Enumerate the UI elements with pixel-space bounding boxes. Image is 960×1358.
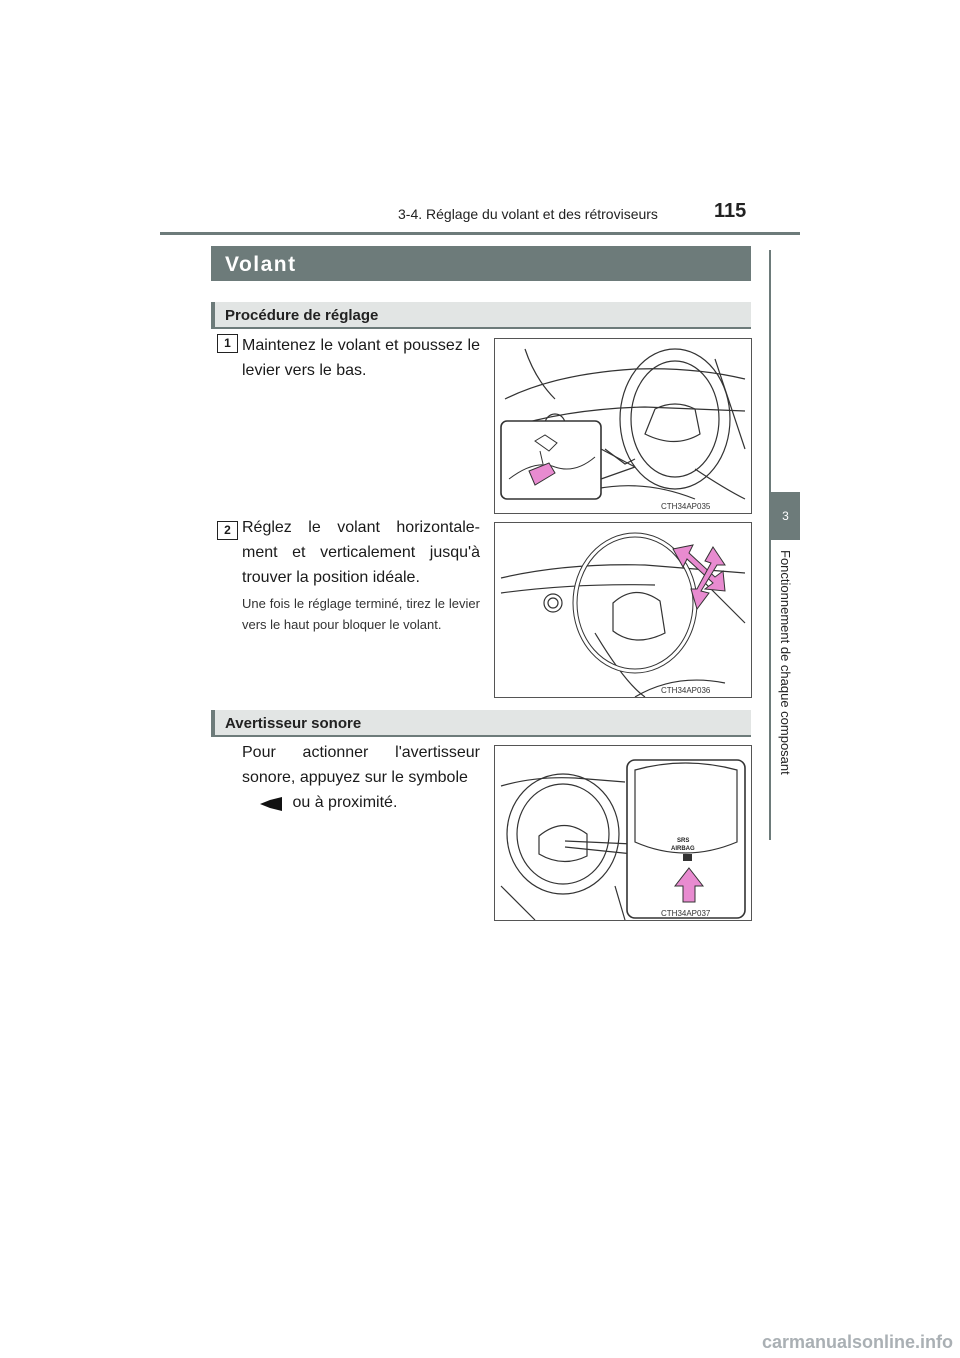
page-title: Volant [225, 253, 297, 276]
subheading-horn-text: Avertisseur sonore [225, 715, 362, 732]
chapter-title-text: Fonctionnement de chaque composant [778, 550, 793, 775]
footer-watermark: carmanualsonline.info [762, 1332, 954, 1352]
figure-lever-release-drawing [495, 339, 751, 513]
page-number: 115 [714, 200, 747, 222]
figure-horn-drawing [495, 746, 751, 920]
figure-wheel-adjust [494, 522, 752, 698]
figure-label-airbag: AIRBAG [671, 846, 695, 852]
figure-label-srs: SRS [677, 838, 690, 844]
horn-text [242, 740, 480, 815]
step-2-note: Une fois le réglage terminé, tirez le levier vers le haut pour bloquer le volant. [242, 596, 480, 632]
chapter-title [771, 550, 800, 810]
horn-symbol-mark [683, 854, 692, 861]
figure-lever-release [494, 338, 752, 514]
horn-text-before: Pour actionner l'avertisseur sonore, appuyez sur le symbole [242, 744, 480, 786]
chapter-tab: 3 [771, 492, 800, 540]
step-1-text: Maintenez le volant et poussez le levier vers le bas. [242, 337, 480, 379]
step-number-1: 1 [217, 334, 238, 353]
subheading-horn [211, 710, 751, 737]
figure-horn [494, 745, 752, 921]
figure-code-1: CTH34AP035 [661, 502, 711, 511]
figure-code-3: CTH34AP037 [661, 909, 711, 918]
horn-text-after: ou à proximité. [292, 794, 398, 811]
horn-icon [258, 795, 288, 811]
step-number-2: 2 [217, 521, 238, 540]
subheading-adjustment [211, 302, 751, 329]
subheading-adjustment-text: Procédure de réglage [225, 307, 379, 324]
step-2-text: Réglez le volant horizontale- ment et verticalement jusqu'à trouver la position idéale. [242, 519, 480, 586]
section-header: 3-4. Réglage du volant et des rétroviseurs [398, 206, 658, 222]
figure-wheel-adjust-drawing [495, 523, 751, 697]
page-title-bar [211, 246, 751, 281]
figure-code-2: CTH34AP036 [661, 686, 711, 695]
header-rule [160, 232, 800, 235]
